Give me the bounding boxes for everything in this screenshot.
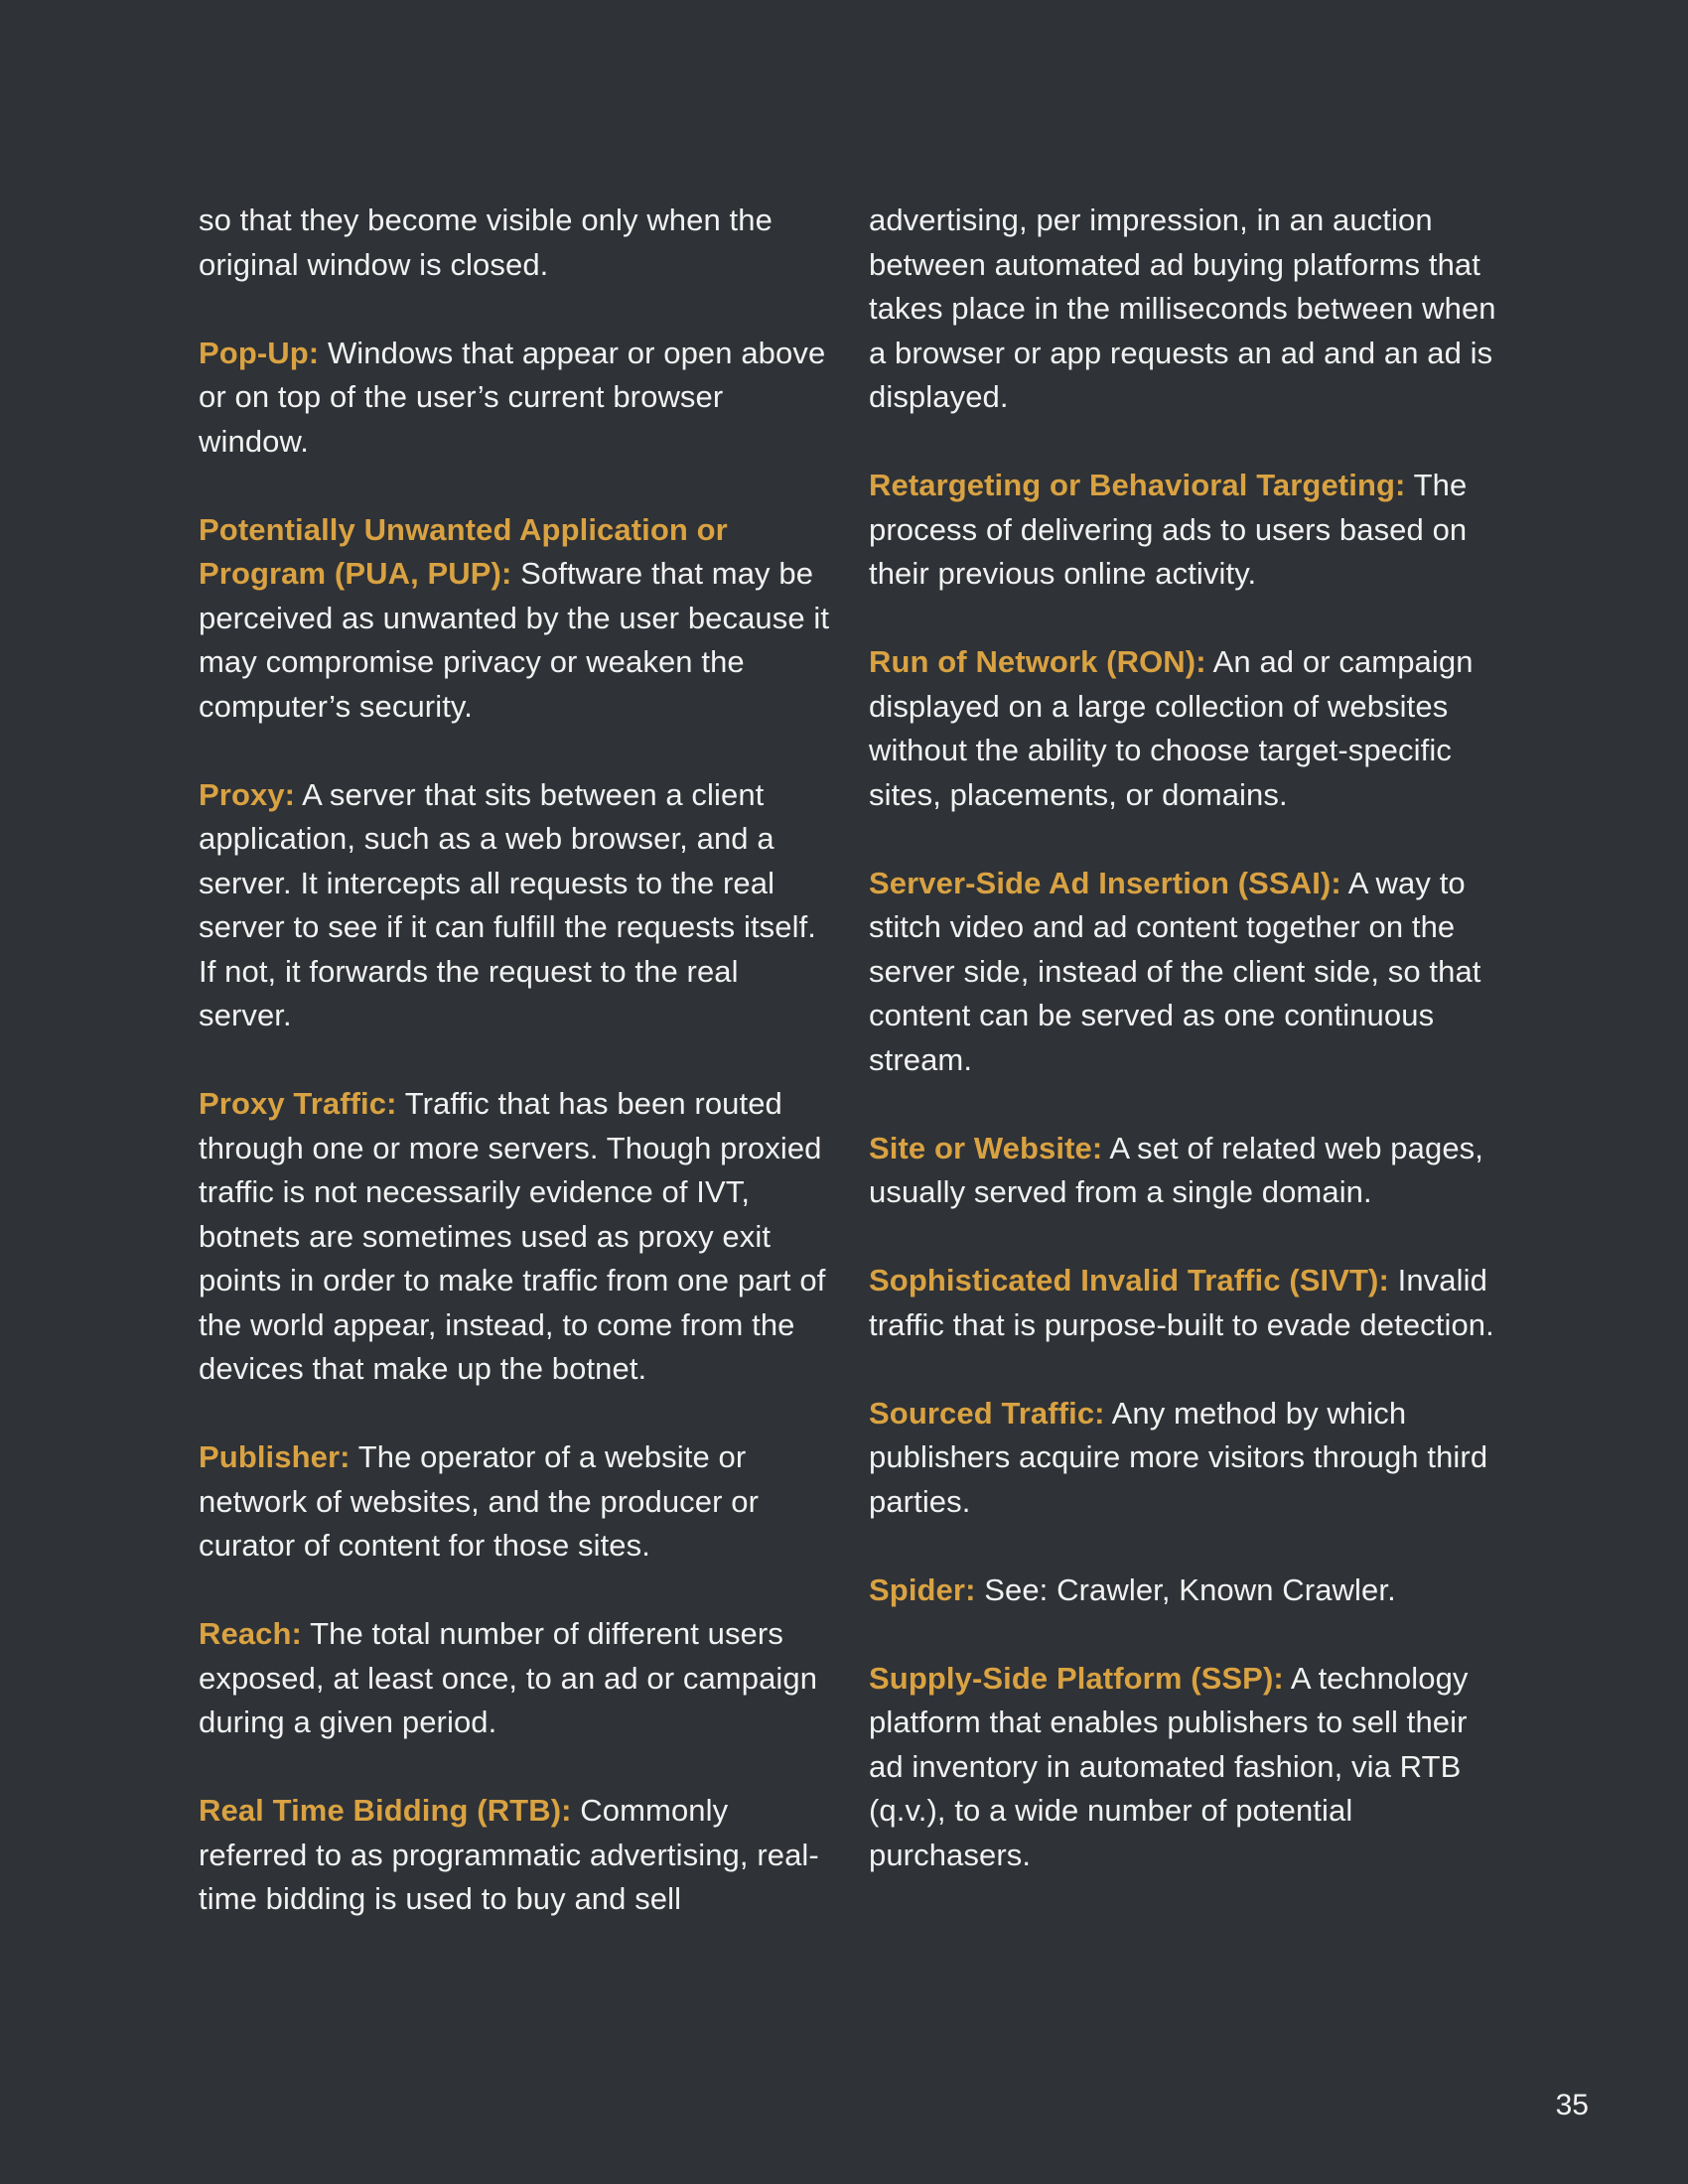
- entry-definition: Software that may be perceived as unwanted by the user because it may compromise privacy or weaken the computer’s security.: [199, 556, 830, 724]
- entry-definition: The operator of a website or network of websites, and the producer or curator of content for those sites.: [199, 1439, 760, 1563]
- entry-definition: Commonly referred to as programmatic advertising, real-time bidding is used to buy and sell: [199, 1793, 819, 1916]
- entry-definition: See: Crawler, Known Crawler.: [984, 1571, 1396, 1607]
- entry-definition: Windows that appear or open above or on top of the user’s current browser window.: [199, 335, 826, 459]
- entry-definition: advertising, per impression, in an auction between automated ad buying platforms that takes place in the milliseconds between when a browser or app requests an ad and an ad is displayed.: [869, 203, 1496, 414]
- right-column: [869, 199, 1504, 1922]
- entry-term: Sourced Traffic:: [869, 1395, 1105, 1431]
- entry-definition: A way to stitch video and ad content together on the server side, instead of the client side, so that content can be served as one continuous stream.: [869, 865, 1481, 1077]
- glossary-entry-sivt: [869, 1259, 1504, 1347]
- entry-definition: An ad or campaign displayed on a large collection of websites without the ability to choose target-specific sites, placements, or domains.: [869, 644, 1474, 812]
- page-number: 35: [1555, 2089, 1589, 2121]
- glossary-entry-sourced-traffic: [869, 1392, 1504, 1525]
- entry-definition: A server that sits between a client application, such as a web browser, and a server. It intercepts all requests to the real server to see if it can fulfill the requests itself. If not, it forwards the request to the real server.: [199, 776, 817, 1032]
- glossary-entry-site: [869, 1127, 1504, 1215]
- glossary-entry-ssp: [869, 1657, 1504, 1878]
- entry-definition: The total number of different users exposed, at least once, to an ad or campaign during a given period.: [199, 1616, 818, 1739]
- entry-term: Pop-Up:: [199, 335, 320, 370]
- entry-term: Proxy:: [199, 776, 296, 812]
- glossary-entry-rtb: [199, 1789, 834, 1922]
- entry-definition: Traffic that has been routed through one or more servers. Though proxied traffic is not necessarily evidence of IVT, botnets are sometimes used as proxy exit points in order to make traffic from one part of the world appear, instead, to come from the devices that make up the botnet.: [199, 1086, 826, 1386]
- entry-definition: A technology platform that enables publishers to sell their ad inventory in automated fashion, via RTB (q.v.), to a wide number of potential purchasers.: [869, 1660, 1469, 1872]
- entry-definition: Invalid traffic that is purpose-built to evade detection.: [869, 1263, 1494, 1342]
- entry-term: Run of Network (RON):: [869, 644, 1206, 679]
- glossary-entry-proxy-traffic: [199, 1082, 834, 1392]
- entry-term: Retargeting or Behavioral Targeting:: [869, 468, 1406, 502]
- left-column: [199, 199, 834, 1966]
- entry-term: Spider:: [869, 1571, 976, 1607]
- entry-term: Supply-Side Platform (SSP):: [869, 1660, 1284, 1696]
- entry-term: Real Time Bidding (RTB):: [199, 1793, 572, 1828]
- glossary-entry-spider: [869, 1569, 1504, 1613]
- entry-definition: A set of related web pages, usually served from a single domain.: [869, 1130, 1483, 1209]
- entry-term: Server-Side Ad Insertion (SSAI):: [869, 865, 1341, 900]
- entry-term: Site or Website:: [869, 1130, 1103, 1165]
- glossary-entry-proxy: [199, 773, 834, 1038]
- glossary-entry-pua-pup: [199, 508, 834, 730]
- glossary-entry-publisher: [199, 1435, 834, 1569]
- glossary-entry-retargeting: [869, 464, 1504, 597]
- glossary-entry-reach: [199, 1612, 834, 1745]
- glossary-entry-ron: [869, 640, 1504, 817]
- entry-term: Reach:: [199, 1616, 302, 1651]
- glossary-entry-continuation: [869, 199, 1504, 420]
- entry-definition: so that they become visible only when the original window is closed.: [199, 203, 773, 282]
- entry-term: Potentially Unwanted Application or Program (PUA, PUP):: [199, 511, 728, 591]
- glossary-entry-pop-up: [199, 332, 834, 465]
- glossary-entry-ssai: [869, 862, 1504, 1083]
- entry-term: Sophisticated Invalid Traffic (SIVT):: [869, 1263, 1389, 1297]
- glossary-entry-continuation: [199, 199, 834, 287]
- entry-term: Proxy Traffic:: [199, 1086, 397, 1121]
- entry-definition: The process of delivering ads to users based on their previous online activity.: [869, 468, 1468, 591]
- entry-term: Publisher:: [199, 1439, 351, 1474]
- entry-definition: Any method by which publishers acquire more visitors through third parties.: [869, 1395, 1488, 1519]
